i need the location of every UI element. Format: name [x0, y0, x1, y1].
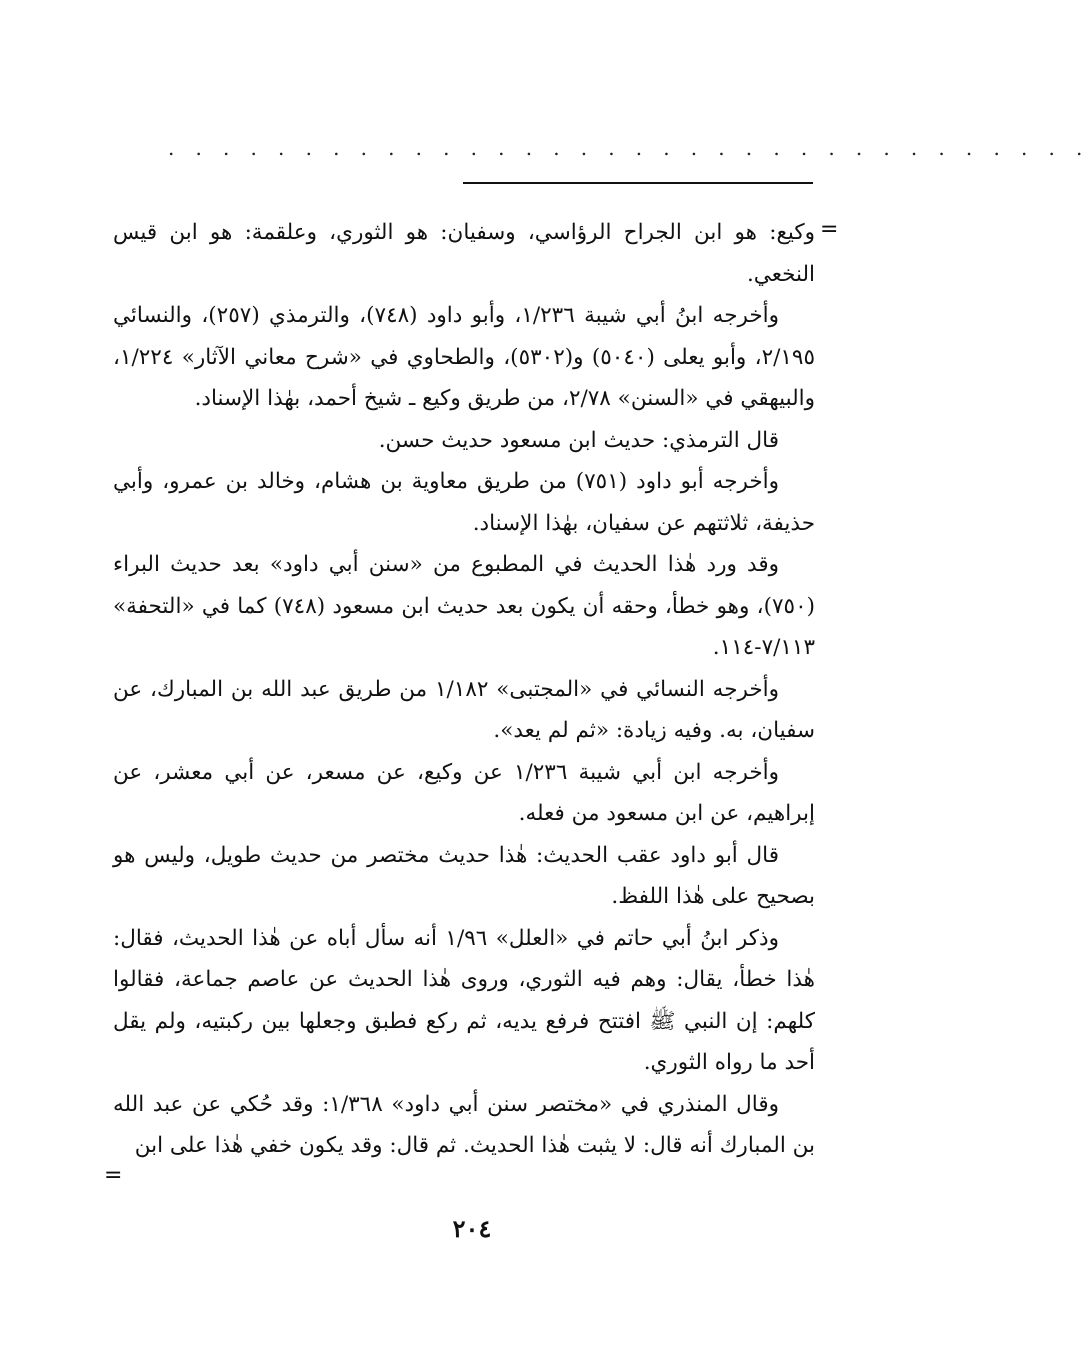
- paragraph-narrator-notes: وكيع: هو ابن الجراح الرؤاسي، وسفيان: هو الثوري، وعلقمة: هو ابن قيس النخعي.: [113, 220, 815, 287]
- footnote-text-block: [113, 212, 815, 1167]
- paragraph-placement-note: وقد ورد هٰذا الحديث في المطبوع من «سنن أبي داود» بعد حديث البراء (٧٥٠)، وهو خطأ، وحقه أن يكون بعد حديث ابن مسعود (٧٤٨) كما في «التحفة» ٧/١١٣-١١٤.: [113, 552, 816, 660]
- footnote-separator-rule: [463, 182, 813, 184]
- paragraph-nasai-mujtaba: وأخرجه النسائي في «المجتبى» ١/١٨٢ من طريق عبد الله بن المبارك، عن سفيان، به. وفيه زيادة: «ثم لم يعد».: [113, 676, 815, 743]
- paragraph-abu-dawud-chain: وأخرجه أبو داود (٧٥١) من طريق معاوية بن هشام، وخالد بن عمرو، وأبي حذيفة، ثلاثتهم عن سفيان، بهٰذا الإسناد.: [113, 469, 815, 536]
- paragraph-tirmidhi-grading: قال الترمذي: حديث ابن مسعود حديث حسن.: [378, 427, 779, 453]
- page-number: ٢٠٤: [452, 1214, 492, 1243]
- paragraph-ibn-abi-shaybah: وأخرجه ابن أبي شيبة ١/٢٣٦ عن وكيع، عن مسعر، عن أبي معشر، عن إبراهيم، عن ابن مسعود من فعله.: [113, 759, 815, 826]
- continuation-mark-end: =: [104, 1163, 123, 1188]
- paragraph-abu-dawud-comment: قال أبو داود عقب الحديث: هٰذا حديث مختصر من حديث طويل، وليس هو بصحيح على هٰذا اللفظ.: [113, 842, 815, 909]
- paragraph-takhrij-sources: وأخرجه ابنُ أبي شيبة ١/٢٣٦، وأبو داود (٧٤٨)، والترمذي (٢٥٧)، والنسائي ٢/١٩٥، وأبو يعلى (٥٠٤٠) و(٥٣٠٢)، والطحاوي في «شرح معاني الآثار» ١/٢٢٤، والبيهقي في «السنن» ٢/٧٨، من طريق وكيع ـ شيخ أحمد، بهٰذا الإسناد.: [113, 303, 816, 411]
- paragraph-mundhiri: وقال المنذري في «مختصر سنن أبي داود» ١/٣٦٨: وقد حُكي عن عبد الله بن المبارك أنه قال: لا يثبت هٰذا الحديث. ثم قال: وقد يكون خفي هٰذا على ابن: [113, 1091, 815, 1158]
- paragraph-ilal-abi-hatim: وذكر ابنُ أبي حاتم في «العلل» ١/٩٦ أنه سأل أباه عن هٰذا الحديث، فقال: هٰذا خطأ، يقال: وهم فيه الثوري، وروى هٰذا الحديث عن عاصم جماعة، فقالوا كلهم: إن النبي ﷺ افتتح فرفع يديه، ثم ركع فطبق وجعلها بين ركبتيه، ولم يقل أحد ما رواه الثوري.: [113, 925, 815, 1075]
- continuation-mark-start: =: [820, 217, 839, 242]
- footnote-separator-dots: . . . . . . . . . . . . . . . . . . . . . . . . . . . . . . . . . .: [168, 136, 1090, 160]
